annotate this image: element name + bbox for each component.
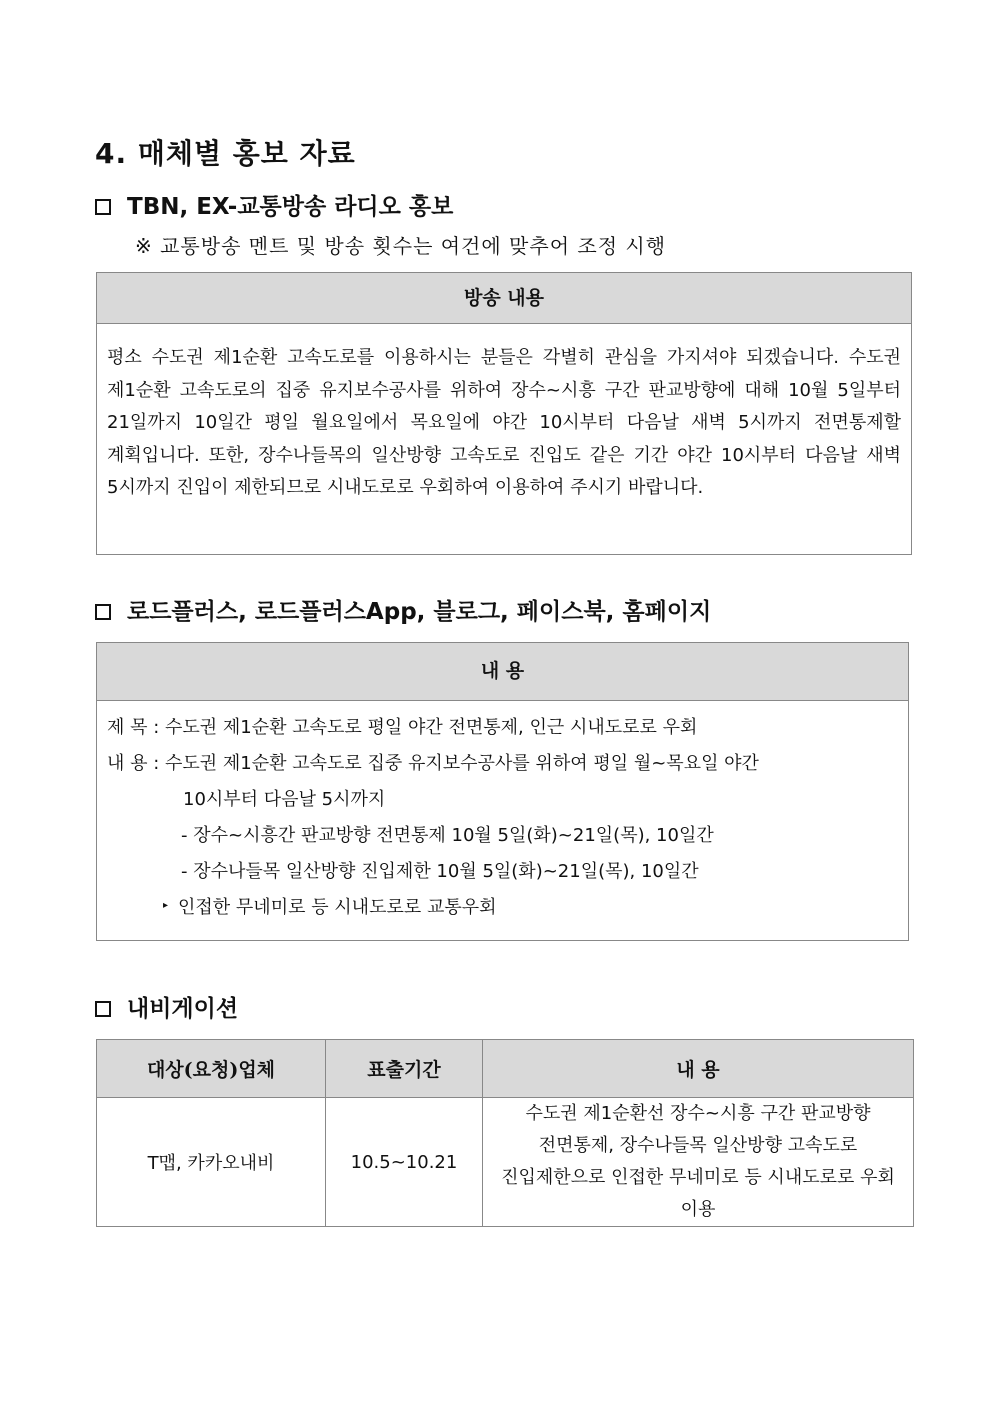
radio-content-box <box>96 272 912 555</box>
content-line-2: 10시부터 다음날 5시까지 <box>183 789 386 810</box>
section-radio-title <box>95 192 453 222</box>
online-content-box <box>96 642 909 941</box>
subject-line: 제 목 : 수도권 제1순환 고속도로 평일 야간 전면통제, 인근 시내도로로 우회 <box>107 717 698 738</box>
navigation-table <box>96 1039 914 1227</box>
section-navigation-title <box>95 994 238 1024</box>
checkbox-icon <box>95 604 111 620</box>
bullet-entry-restriction: - 장수나들목 일산방향 진입제한 10월 5일(화)~21일(목), 10일간 <box>181 861 699 882</box>
column-header-company: 대상(요청)업체 <box>97 1040 326 1098</box>
online-table-header: 내 용 <box>97 643 908 701</box>
cell-period: 10.5~10.21 <box>326 1098 483 1227</box>
section-radio-label: TBN, EX-교통방송 라디오 홍보 <box>127 194 454 220</box>
triangle-bullet-icon: ▸ <box>163 900 169 911</box>
page-heading: 4. 매체별 홍보 자료 <box>95 137 356 170</box>
detour-line <box>107 890 908 926</box>
cell-content: 수도권 제1순환선 장수~시흥 구간 판교방향 전면통제, 장수나들목 일산방향 고속도로 진입제한으로 인접한 무네미로 등 시내도로로 우회 이용 <box>483 1098 914 1227</box>
bullet-closure: - 장수~시흥간 판교방향 전면통제 10월 5일(화)~21일(목), 10일간 <box>181 825 714 846</box>
section-online-title <box>95 597 711 627</box>
column-header-content: 내 용 <box>483 1040 914 1098</box>
section-navigation-label: 내비게이션 <box>127 996 239 1022</box>
radio-body-text: 평소 수도권 제1순환 고속도로를 이용하시는 분들은 각별히 관심을 가지셔야 되겠습니다. 수도권 제1순환 고속도로의 집중 유지보수공사를 위하여 장수~시흥 구간 판교방향에 대해 10월 5일부터 21일까지 10일간 평일 월요일에서 목요일에 야간 10시부터 다음날 새벽 5시까지 전면통제할 계획입니다. 또한, 장수나들목의 일산방향 고속도로 진입도 같은 기간 야간 10시부터 다음날 새벽 5시까지 진입이 제한되므로 시내도로로 우회하여 이용하여 주시기 바랍니다. <box>107 347 901 499</box>
cell-company: T맵, 카카오내비 <box>97 1098 326 1227</box>
table-row <box>97 1098 914 1227</box>
checkbox-icon <box>95 1001 111 1017</box>
section-online-label: 로드플러스, 로드플러스App, 블로그, 페이스북, 홈페이지 <box>127 599 712 625</box>
detour-text: 인접한 무네미로 등 시내도로로 교통우회 <box>178 897 497 918</box>
radio-note: ※ 교통방송 멘트 및 방송 횟수는 여건에 맞추어 조정 시행 <box>135 234 667 258</box>
table-header-row <box>97 1040 914 1098</box>
radio-table-header: 방송 내용 <box>97 273 911 324</box>
checkbox-icon <box>95 199 111 215</box>
column-header-period: 표출기간 <box>326 1040 483 1098</box>
content-line-1: 내 용 : 수도권 제1순환 고속도로 집중 유지보수공사를 위하여 평일 월~목요일 야간 <box>107 753 759 774</box>
